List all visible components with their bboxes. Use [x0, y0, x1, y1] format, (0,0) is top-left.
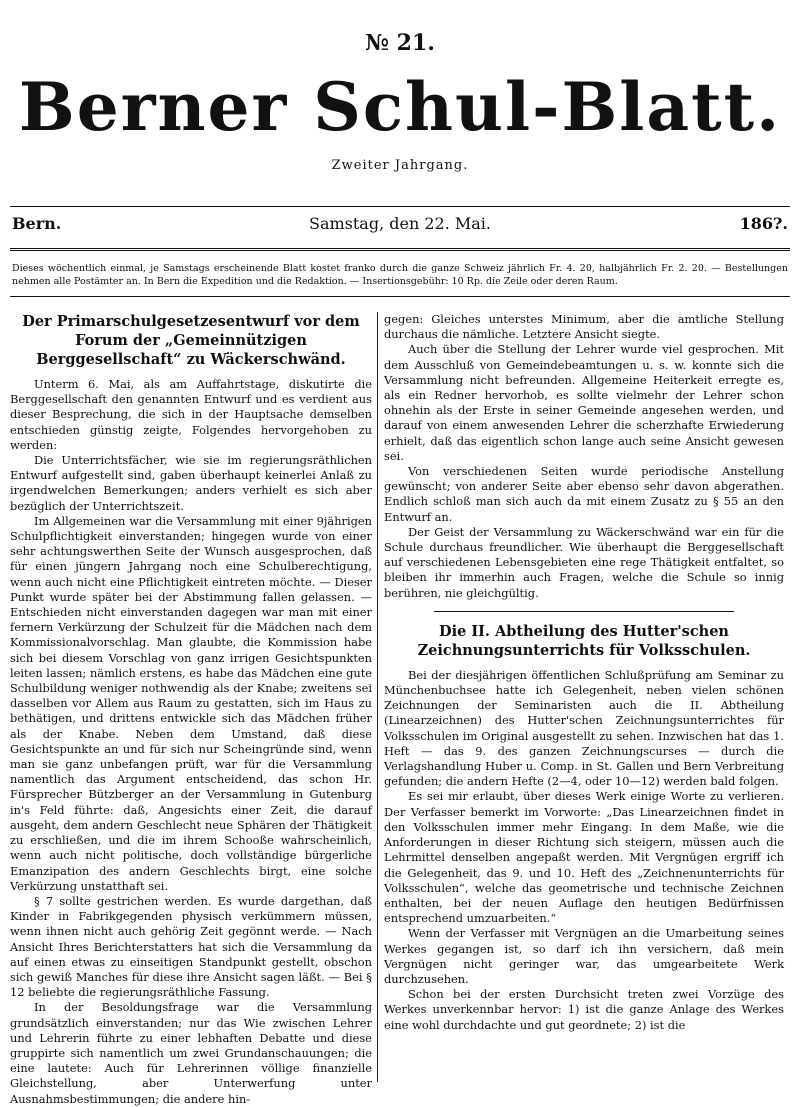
article1-continued-paragraph: Der Geist der Versammlung zu Wäckerschwänd war ein für die Schule durchaus freundlicher. Wie überhaupt die Berggesellschaft auf verschiedenen Lebensgebieten eine rege Thätigkeit entfaltet, so bleiben ihr immerhin auch Fragen, welche die Schule so innig berühren, nie gleichgültig.: [384, 524, 784, 600]
issue-year: 186?.: [739, 214, 788, 233]
notice-rule: [10, 296, 790, 297]
section-divider: [434, 611, 734, 612]
masthead-title: Berner Schul-Blatt.: [18, 68, 782, 146]
article1-paragraph: § 7 sollte gestrichen werden. Es wurde dargethan, daß Kinder in Fabrikgegenden physisch verkümmern müssen, wenn ihnen nicht auch gehörig Zeit gegönnt werde. — Nach Ansicht Ihres Berichterstatters hat sich die Versammlung da auf einen etwas zu einseitigen Standpunkt gestellt, obschon sich gewiß Manches für diese ihre Ansicht sagen läßt. — Bei § 12 beliebte die regierungsräthliche Fassung.: [10, 893, 372, 1000]
masthead-subtitle: Zweiter Jahrgang.: [331, 158, 469, 173]
article2-paragraph: Es sei mir erlaubt, über dieses Werk einige Worte zu verlieren. Der Verfasser bemerkt im Vorworte: „Das Linearzeichnen findet in den Volksschulen immer mehr Eingang. In dem Maße, wie die Anforderungen in dieser Richtung sich steigern, müssen auch die Lehrmittel denselben angepaßt werden. Mit Vergnügen ergriff ich die Gelegenheit, das 9. und 10. Heft des „Zeichnenunterrichts für Volksschulen“, welche das geometrische und technische Zeichnen enthalten, bei der neuen Auflage den heutigen Bedürfnissen entsprechend umzuarbeiten.“: [384, 789, 784, 926]
left-column: [10, 312, 372, 1107]
dateline-rule: [10, 248, 790, 251]
column-divider: [377, 312, 378, 1082]
article1-paragraph: In der Besoldungsfrage war die Versammlung grundsätzlich einverstanden; nur das Wie zwischen Lehrer und Lehrerin führte zu einer lebhaften Debatte und diese gruppirte sich namentlich um zwei Grundanschauungen; die eine lautete: Auch für Lehrerinnen völlige finanzielle Gleichstellung, aber Unterwerfung unter Ausnahmsbestimmungen; die andere hin-: [10, 1000, 372, 1106]
right-column: [384, 312, 784, 1033]
article1-paragraph: Die Unterrichtsfächer, wie sie im regierungsräthlichen Entwurf aufgestellt sind, gaben überhaupt keinerlei Anlaß zu irgendwelchen Bemerkungen; anders verhielt es sich aber bezüglich der Unterrichtszeit.: [10, 453, 372, 513]
article1-continued-paragraph: Von verschiedenen Seiten wurde periodische Anstellung gewünscht; von anderer Seite aber ebenso sehr davon abgerathen. Endlich schloß man sich auch da mit einem Zusatz zu § 55 an den Entwurf an.: [384, 464, 784, 524]
article1-paragraph: Unterm 6. Mai, als am Auffahrtstage, diskutirte die Berggesellschaft den genannten Entwurf und es verdient aus dieser Besprechung, die sich in der Hauptsache demselben entschieden günstig zeigte, Folgendes hervorgehoben zu werden:: [10, 377, 372, 452]
article2-paragraph: Wenn der Verfasser mit Vergnügen an die Umarbeitung seines Werkes gegangen ist, so darf ich ihn versichern, daß mein Vergnügen nicht geringer war, das umgearbeitete Werk durchzusehen.: [384, 926, 784, 986]
article2-title: Die II. Abtheilung des Hutter'schen Zeichnungsunterrichts für Volksschulen.: [417, 622, 751, 659]
article1-title: Der Primarschulgesetzesentwurf vor dem Forum der „Gemeinnützigen Berggesellschaft“ zu Wäckerschwänd.: [22, 313, 360, 368]
dateline: [12, 214, 788, 238]
article1-continued-paragraph: gegen: Gleiches unterstes Minimum, aber die amtliche Stellung durchaus die nämliche. Letztere Ansicht siegte.: [384, 312, 784, 342]
article1-paragraph: Im Allgemeinen war die Versammlung mit einer 9jährigen Schulpflichtigkeit einverstanden; hingegen wurde von einer sehr achtungswerthen Seite der Wunsch ausgesprochen, daß für einen jüngern Jahrgang noch eine Schulberechtigung, wenn auch nicht eine Pflichtigkeit eintreten möchte. — Dieser Punkt wurde später bei der Abstimmung fallen gelassen. — Entschieden nicht einverstanden dagegen war man mit einer fernern Verkürzung der Schulzeit für die Mädchen nach dem Kommissionalvorschlag. Man glaubte, die Kommission habe sich bei diesem Vorschlag von ganz irrigen Gesichtspunkten leiten lassen; nämlich erstens, es habe das Mädchen eine gute Schulbildung weniger nothwendig als der Knabe; zweitens sei dasselben vor Allem aus Raum zu gestatten, sich im Haus zu bethätigen, und drittens entwickle sich das Mädchen früher als der Knabe. Neben dem Umstand, daß diese Gesichtspunkte an und für sich nur Scheingründe sind, wenn man sie ganz unbefangen prüft, war für die Versammlung namentlich das Argument entscheidend, das schon Hr. Fürsprecher Bützberger an der Versammlung in Gutenburg in's Feld führte: daß, Angesichts einer Zeit, die darauf ausgeht, dem andern Geschlecht neue Sphären der Thätigkeit zu erschließen, und die im ihrem Schooße wahrscheinlich, wenn auch nicht politische, doch vollständige bürgerliche Emanzipation des andern Geschlechts birgt, eine solche Verkürzung unstatthaft sei.: [10, 513, 373, 893]
issue-number: № 21.: [365, 30, 435, 56]
article1-continued-paragraph: Auch über die Stellung der Lehrer wurde viel gesprochen. Mit dem Ausschluß von Gemeindebeamtungen u. s. w. konnte sich die Versammlung nicht befreunden. Allgemeine Heiterkeit erregte es, als ein Redner hervorhob, es sollte vielmehr der Lehrer schon ohnehin als der Erste in seiner Gemeinde angesehen werden, und darauf von einem anwesenden Lehrer die scherzhafte Erwiederung erhielt, daß das eigentlich schon lange auch seine Ansicht gewesen sei.: [384, 342, 784, 463]
subscription-notice: Dieses wöchentlich einmal, je Samstags erscheinende Blatt kostet franko durch die ganze Schweiz jährlich Fr. 4. 20, halbjährlich Fr. 2. 20. — Bestellungen nehmen alle Postämter an. In Bern die Expedition und die Redaktion. — Insertionsgebühr: 10 Rp. die Zeile oder deren Raum.: [12, 263, 788, 287]
article2-paragraph: Bei der diesjährigen öffentlichen Schlußprüfung am Seminar zu Münchenbuchsee hatte ich Gelegenheit, neben vielen schönen Zeichnungen der Seminaristen auch die II. Abtheilung (Linearzeichnen) des Hutter'schen Zeichnungsunterrichtes für Volksschulen im Original ausgestellt zu sehen. Inzwischen hat das 1. Heft — das 9. des ganzen Zeichnungscurses — durch die Verlagshandlung Huber u. Comp. in St. Gallen und Bern Verbreitung gefunden; die andern Hefte (2—4, oder 10—12) werden bald folgen.: [384, 667, 784, 789]
issue-place: Bern.: [12, 214, 62, 233]
top-rule: [10, 206, 790, 207]
issue-date: Samstag, den 22. Mai.: [308, 214, 492, 233]
article2-paragraph: Schon bei der ersten Durchsicht treten zwei Vorzüge des Werkes unverkennbar hervor: 1) ist die ganze Anlage des Werkes eine wohl durchdachte und gut geordnete; 2) ist die: [384, 987, 784, 1032]
